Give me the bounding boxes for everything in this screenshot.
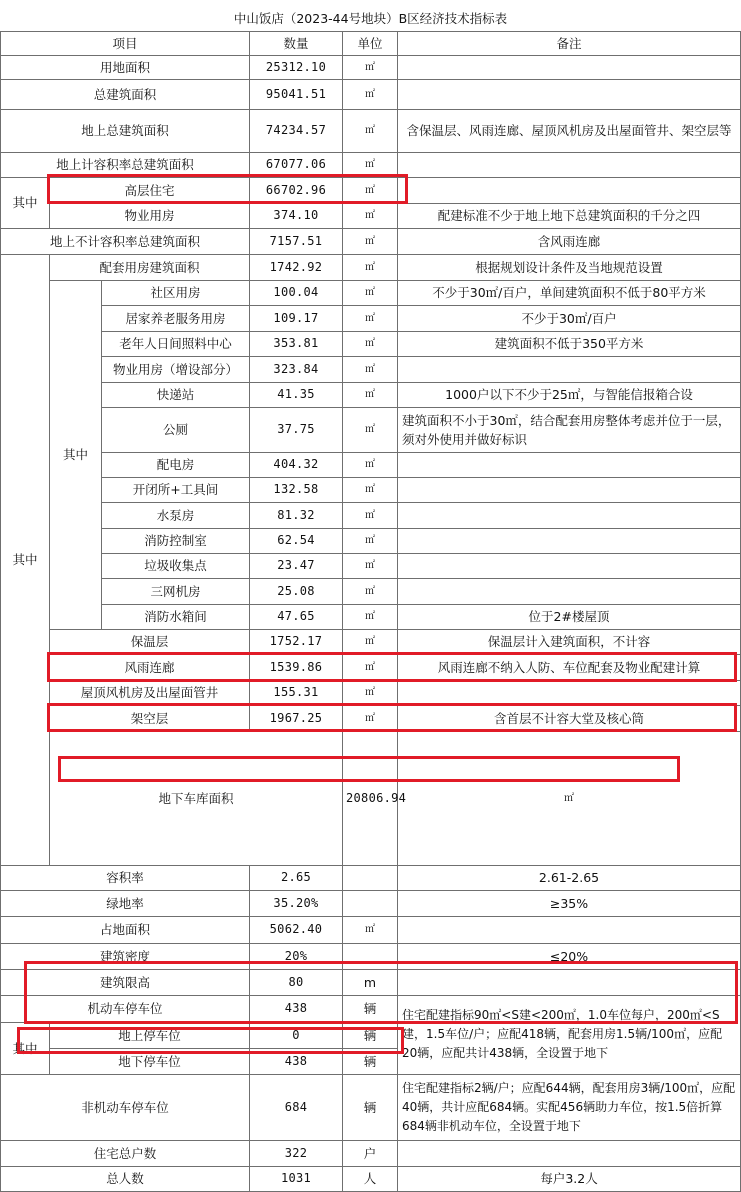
row-unit: ㎡	[343, 228, 398, 254]
row-unit: 辆	[343, 1048, 398, 1074]
row-qty: 1539.86	[250, 654, 343, 680]
indicator-table	[0, 6, 741, 1192]
row-unit: 辆	[343, 995, 398, 1022]
row-qty: 1742.92	[250, 254, 343, 280]
row-unit: 辆	[343, 1022, 398, 1048]
table-row	[1, 109, 741, 152]
table-row	[1, 79, 741, 109]
row-label: 屋顶风机房及出屋面管井	[50, 680, 250, 705]
row-unit: ㎡	[343, 203, 398, 228]
row-unit: ㎡	[343, 528, 398, 553]
row-note	[398, 1140, 741, 1166]
row-note: 含保温层、风雨连廊、屋顶风机房及出屋面管井、架空层等	[398, 109, 741, 152]
row-qty: 374.10	[250, 203, 343, 228]
table-row	[1, 604, 741, 629]
table-row	[1, 177, 741, 203]
row-note: 不少于30㎡/百户，单间建筑面积不低于80平方米	[398, 280, 741, 305]
header-row	[1, 31, 741, 55]
row-unit: ㎡	[343, 331, 398, 356]
row-label: 建筑密度	[1, 943, 250, 969]
header-qty: 数量	[250, 31, 343, 55]
row-unit: m	[343, 969, 398, 995]
row-note	[398, 79, 741, 109]
table-row	[1, 203, 741, 228]
row-qty: 95041.51	[250, 79, 343, 109]
row-note	[398, 969, 741, 995]
row-qty: 37.75	[250, 407, 343, 452]
row-note: ≥35%	[398, 890, 741, 916]
row-note: 不少于30㎡/百户	[398, 305, 741, 331]
table-row	[1, 705, 741, 731]
row-qty: 23.47	[250, 553, 343, 578]
row-unit	[343, 865, 398, 890]
row-note: 风雨连廊不纳入人防、车位配套及物业配建计算	[398, 654, 741, 680]
row-label: 地下停车位	[50, 1048, 250, 1074]
row-qty: 100.04	[250, 280, 343, 305]
table-row	[1, 680, 741, 705]
table-row	[1, 969, 741, 995]
row-note: 2.61-2.65	[398, 865, 741, 890]
row-note	[398, 477, 741, 502]
row-unit: ㎡	[343, 452, 398, 477]
row-label: 配电房	[102, 452, 250, 477]
row-note: 1000户以下不少于25㎡，与智能信报箱合设	[398, 382, 741, 407]
row-qty: 353.81	[250, 331, 343, 356]
group-label: 其中	[1, 177, 50, 228]
row-qty: 1752.17	[250, 629, 343, 654]
row-label: 地上停车位	[50, 1022, 250, 1048]
row-unit: ㎡	[343, 629, 398, 654]
table-row	[1, 452, 741, 477]
row-note: 位于2#楼屋顶	[398, 604, 741, 629]
row-unit: 辆	[343, 1074, 398, 1140]
row-qty: 35.20%	[250, 890, 343, 916]
row-qty: 2.65	[250, 865, 343, 890]
row-unit: ㎡	[343, 177, 398, 203]
row-label: 消防控制室	[102, 528, 250, 553]
row-note: 含首层不计容大堂及核心筒	[398, 705, 741, 731]
row-unit	[343, 943, 398, 969]
row-label: 总人数	[1, 1166, 250, 1191]
row-qty: 155.31	[250, 680, 343, 705]
row-note: 含风雨连廊	[398, 228, 741, 254]
row-note: 住宅配建指标2辆/户；应配644辆，配套用房3辆/100㎡，应配40辆，共计应配684辆。实配456辆助力车位，按1.5倍折算684辆非机动车位，全设置于地下	[398, 1074, 741, 1140]
table-row	[1, 654, 741, 680]
table-row	[1, 865, 741, 890]
row-unit: ㎡	[343, 407, 398, 452]
table-row	[1, 629, 741, 654]
row-unit: ㎡	[343, 254, 398, 280]
table-title: 中山饭店（2023-44号地块）B区经济技术指标表	[1, 6, 741, 31]
row-unit: 户	[343, 1140, 398, 1166]
row-note	[398, 452, 741, 477]
table-row	[1, 55, 741, 79]
row-note	[398, 916, 741, 943]
row-unit: ㎡	[343, 578, 398, 604]
table-row	[1, 152, 741, 177]
row-label: 开闭所+工具间	[102, 477, 250, 502]
table-row	[1, 553, 741, 578]
row-qty: 438	[250, 1048, 343, 1074]
table-row	[1, 502, 741, 528]
table-row	[1, 331, 741, 356]
header-note: 备注	[398, 31, 741, 55]
row-qty: 0	[250, 1022, 343, 1048]
row-label: 地上总建筑面积	[1, 109, 250, 152]
header-unit: 单位	[343, 31, 398, 55]
row-unit: ㎡	[343, 152, 398, 177]
row-label: 绿地率	[1, 890, 250, 916]
row-unit: ㎡	[343, 604, 398, 629]
row-unit: ㎡	[398, 731, 741, 865]
group-label: 其中	[1, 254, 50, 865]
row-unit: ㎡	[343, 680, 398, 705]
row-qty: 1967.25	[250, 705, 343, 731]
row-note	[398, 152, 741, 177]
row-qty: 438	[250, 995, 343, 1022]
row-qty: 66702.96	[250, 177, 343, 203]
row-label: 架空层	[50, 705, 250, 731]
table-row	[1, 731, 741, 865]
row-unit: ㎡	[343, 79, 398, 109]
table-row	[1, 943, 741, 969]
row-label: 容积率	[1, 865, 250, 890]
row-qty: 1031	[250, 1166, 343, 1191]
row-note: 保温层计入建筑面积，不计容	[398, 629, 741, 654]
row-qty: 80	[250, 969, 343, 995]
row-qty: 323.84	[250, 356, 343, 382]
row-label: 社区用房	[102, 280, 250, 305]
row-label: 老年人日间照料中心	[102, 331, 250, 356]
row-qty: 81.32	[250, 502, 343, 528]
row-qty: 41.35	[250, 382, 343, 407]
row-label: 地上计容积率总建筑面积	[1, 152, 250, 177]
row-label: 物业用房	[50, 203, 250, 228]
table-row	[1, 477, 741, 502]
row-label: 风雨连廊	[50, 654, 250, 680]
row-qty: 404.32	[250, 452, 343, 477]
row-note: ≤20%	[398, 943, 741, 969]
row-label: 机动车停车位	[1, 995, 250, 1022]
row-unit	[343, 890, 398, 916]
table-row	[1, 1166, 741, 1191]
row-qty: 5062.40	[250, 916, 343, 943]
header-item: 项目	[1, 31, 250, 55]
row-label: 高层住宅	[50, 177, 250, 203]
table-row	[1, 228, 741, 254]
row-qty: 47.65	[250, 604, 343, 629]
table-row	[1, 382, 741, 407]
row-qty: 20806.94	[343, 731, 398, 865]
row-label: 水泵房	[102, 502, 250, 528]
row-qty: 132.58	[250, 477, 343, 502]
row-note	[398, 528, 741, 553]
row-qty: 25312.10	[250, 55, 343, 79]
table-row	[1, 407, 741, 452]
row-label: 居家养老服务用房	[102, 305, 250, 331]
row-label: 住宅总户数	[1, 1140, 250, 1166]
row-label: 地上不计容积率总建筑面积	[1, 228, 250, 254]
row-unit: ㎡	[343, 55, 398, 79]
row-qty: 7157.51	[250, 228, 343, 254]
group-label: 其中	[1, 1022, 50, 1074]
row-unit: ㎡	[343, 654, 398, 680]
row-label: 占地面积	[1, 916, 250, 943]
row-unit: ㎡	[343, 553, 398, 578]
row-note	[398, 553, 741, 578]
row-qty: 20%	[250, 943, 343, 969]
row-unit: ㎡	[343, 502, 398, 528]
row-qty: 322	[250, 1140, 343, 1166]
row-note	[398, 502, 741, 528]
row-note: 根据规划设计条件及当地规范设置	[398, 254, 741, 280]
row-label: 垃圾收集点	[102, 553, 250, 578]
row-label: 用地面积	[1, 55, 250, 79]
row-qty: 74234.57	[250, 109, 343, 152]
row-unit: ㎡	[343, 916, 398, 943]
row-note: 建筑面积不低于350平方米	[398, 331, 741, 356]
row-note: 每户3.2人	[398, 1166, 741, 1191]
table-row	[1, 995, 741, 1022]
row-label: 地下车库面积	[50, 731, 343, 865]
table-row	[1, 305, 741, 331]
row-unit: ㎡	[343, 109, 398, 152]
row-note	[398, 680, 741, 705]
row-unit: ㎡	[343, 477, 398, 502]
row-note	[398, 356, 741, 382]
row-qty: 25.08	[250, 578, 343, 604]
table-row	[1, 280, 741, 305]
row-unit: ㎡	[343, 305, 398, 331]
row-note: 配建标准不少于地上地下总建筑面积的千分之四	[398, 203, 741, 228]
row-note	[398, 55, 741, 79]
table-row	[1, 356, 741, 382]
row-note	[398, 177, 741, 203]
row-label: 保温层	[50, 629, 250, 654]
row-unit: 人	[343, 1166, 398, 1191]
row-qty: 62.54	[250, 528, 343, 553]
row-note: 建筑面积不小于30㎡，结合配套用房整体考虑并位于一层，须对外使用并做好标识	[398, 407, 741, 452]
row-qty: 109.17	[250, 305, 343, 331]
row-label: 总建筑面积	[1, 79, 250, 109]
table-row	[1, 890, 741, 916]
row-label: 配套用房建筑面积	[50, 254, 250, 280]
row-unit: ㎡	[343, 382, 398, 407]
table-row	[1, 916, 741, 943]
row-label: 物业用房（增设部分）	[102, 356, 250, 382]
table-row	[1, 1074, 741, 1140]
row-label: 建筑限高	[1, 969, 250, 995]
row-note	[398, 578, 741, 604]
row-unit: ㎡	[343, 705, 398, 731]
row-qty: 684	[250, 1074, 343, 1140]
row-label: 非机动车停车位	[1, 1074, 250, 1140]
row-label: 三网机房	[102, 578, 250, 604]
table-row	[1, 578, 741, 604]
table-row	[1, 528, 741, 553]
row-note: 住宅配建指标90㎡<S建<200㎡，1.0车位每户，200㎡<S建，1.5车位/户；应配418辆，配套用房1.5辆/100㎡，应配20辆，应配共计438辆，全设置于地下	[398, 995, 741, 1074]
row-unit: ㎡	[343, 356, 398, 382]
table-row	[1, 1140, 741, 1166]
table-row	[1, 254, 741, 280]
row-label: 快递站	[102, 382, 250, 407]
row-label: 消防水箱间	[102, 604, 250, 629]
subgroup-label: 其中	[50, 280, 102, 629]
row-qty: 67077.06	[250, 152, 343, 177]
row-label: 公厕	[102, 407, 250, 452]
row-unit: ㎡	[343, 280, 398, 305]
